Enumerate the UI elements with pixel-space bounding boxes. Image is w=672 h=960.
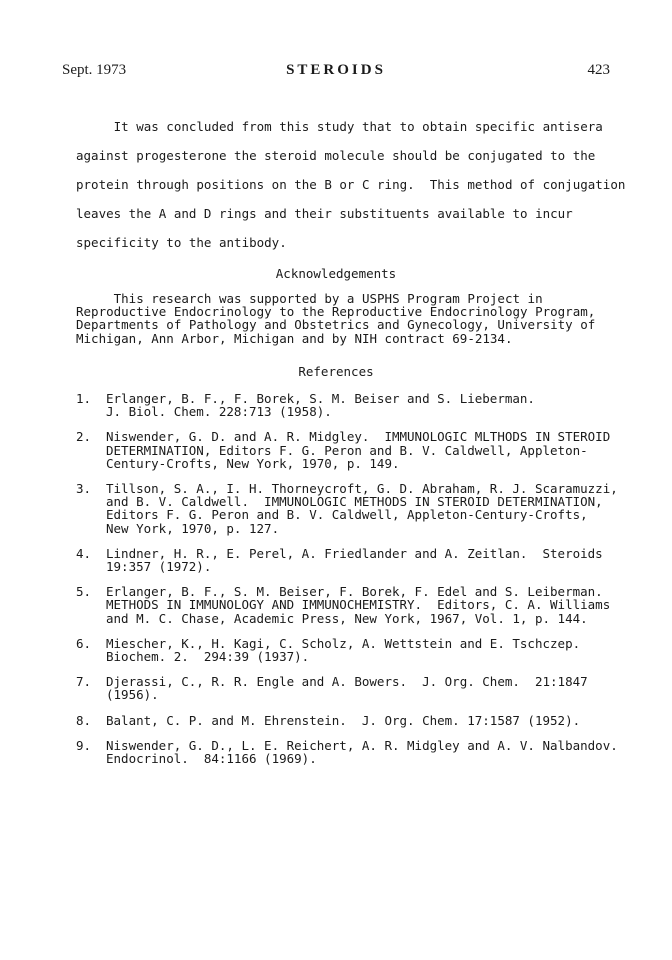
reference-line: Lindner, H. R., E. Perel, A. Friedlander and A. Zeitlan. Steroids	[106, 545, 603, 561]
reference-item	[76, 392, 636, 418]
reference-item	[76, 739, 636, 765]
body-line: protein through positions on the B or C ring. This method of conjugation	[76, 177, 626, 192]
reference-item	[76, 547, 636, 573]
reference-line: Erlanger, B. F., S. M. Beiser, F. Borek, F. Edel and S. Leiberman.	[106, 584, 603, 600]
header-date: Sept. 1973	[62, 62, 127, 78]
reference-line: Endocrinol. 84:1166 (1969).	[106, 751, 317, 767]
reference-item	[76, 675, 636, 701]
acknowledgements-heading: Acknowledgements	[275, 266, 397, 281]
reference-number: 8.	[76, 712, 92, 728]
header-journal-title: STEROIDS	[286, 62, 386, 78]
ack-line: This research was supported by a USPHS Program Project in	[76, 291, 543, 306]
header-page-number: 423	[587, 62, 610, 78]
reference-line: J. Biol. Chem. 228:713 (1958).	[106, 404, 332, 420]
reference-number: 4.	[76, 545, 92, 561]
reference-line: Niswender, G. D., L. E. Reichert, A. R. Midgley and A. V. Nalbandov.	[106, 737, 618, 753]
reference-item	[76, 482, 636, 535]
reference-item	[76, 430, 636, 470]
conclusion-paragraph	[76, 119, 626, 265]
reference-line: Niswender, G. D. and A. R. Midgley. IMMUNOLOGIC MLTHODS IN STEROID	[106, 429, 611, 445]
ack-line: Departments of Pathology and Obstetrics and Gynecology, University of	[76, 317, 596, 333]
body-line: against progesterone the steroid molecule should be conjugated to the	[76, 148, 596, 163]
reference-line: METHODS IN IMMUNOLOGY AND IMMUNOCHEMISTRY. Editors, C. A. Williams	[106, 597, 611, 613]
reference-line: (1956).	[106, 687, 159, 703]
reference-line: Editors F. G. Peron and B. V. Caldwell, Appleton-Century-Crofts,	[106, 507, 588, 523]
reference-number: 7.	[76, 674, 92, 690]
reference-line: 19:357 (1972).	[106, 559, 212, 575]
reference-line: Century-Crofts, New York, 1970, p. 149.	[106, 455, 400, 471]
reference-line: Miescher, K., H. Kagi, C. Scholz, A. Wettstein and E. Tschczep.	[106, 635, 581, 651]
body-line: specificity to the antibody.	[76, 235, 287, 250]
references-list	[76, 392, 636, 777]
reference-number: 6.	[76, 635, 92, 651]
reference-item	[76, 714, 636, 727]
reference-number: 1.	[76, 391, 92, 406]
reference-line: and B. V. Caldwell. IMMUNOLOGIC METHODS IN STEROID DETERMINATION,	[106, 494, 603, 510]
reference-line: Biochem. 2. 294:39 (1937).	[106, 649, 310, 665]
acknowledgements-paragraph	[76, 292, 636, 345]
reference-line: and M. C. Chase, Academic Press, New York, 1967, Vol. 1, p. 144.	[106, 610, 588, 626]
reference-line: New York, 1970, p. 127.	[106, 520, 280, 536]
reference-line: DETERMINATION, Editors F. G. Peron and B. V. Caldwell, Appleton-	[106, 442, 588, 458]
reference-line: Erlanger, B. F., F. Borek, S. M. Beiser and S. Lieberman.	[106, 391, 535, 406]
body-line: leaves the A and D rings and their substituents available to incur	[76, 206, 573, 221]
reference-line: Balant, C. P. and M. Ehrenstein. J. Org. Chem. 17:1587 (1952).	[106, 712, 581, 728]
reference-item	[76, 637, 636, 663]
reference-number: 9.	[76, 737, 92, 753]
reference-number: 2.	[76, 429, 92, 445]
ack-line: Reproductive Endocrinology to the Reproductive Endocrinology Program,	[76, 304, 596, 320]
reference-item	[76, 585, 636, 625]
reference-number: 3.	[76, 481, 92, 497]
reference-number: 5.	[76, 584, 92, 600]
page-header	[0, 62, 672, 84]
ack-line: Michigan, Ann Arbor, Michigan and by NIH contract 69-2134.	[76, 330, 513, 346]
reference-line: Djerassi, C., R. R. Engle and A. Bowers. J. Org. Chem. 21:1847	[106, 674, 588, 690]
reference-line: Tillson, S. A., I. H. Thorneycroft, G. D. Abraham, R. J. Scaramuzzi,	[106, 481, 618, 497]
body-line: It was concluded from this study that to obtain specific antisera	[76, 119, 603, 134]
references-heading: References	[298, 364, 374, 379]
